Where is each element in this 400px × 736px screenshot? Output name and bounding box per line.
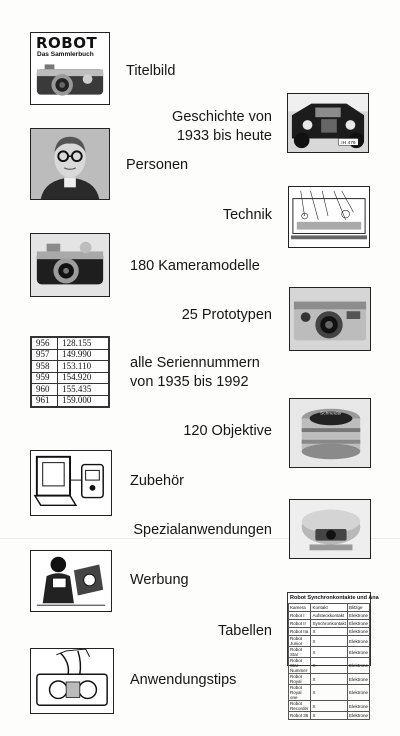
- serial-table-thumbnail: [30, 336, 110, 408]
- table-row: [32, 372, 109, 384]
- table-cell: 958: [32, 361, 58, 373]
- table-row: [289, 636, 370, 647]
- item-label-tabellen: Tabellen: [217, 623, 272, 639]
- table-cell: Robot Royal one: [289, 685, 311, 701]
- table-cell: 153.110: [58, 361, 109, 373]
- table-row: [289, 620, 370, 628]
- table-cell: Synchronkontakt: [312, 621, 346, 626]
- table-cell: 957: [32, 349, 58, 361]
- anwendungstips-thumbnail: [30, 648, 114, 714]
- item-label-werbung: Werbung: [130, 572, 189, 588]
- item-label-prototypen: 25 Prototypen: [181, 307, 272, 323]
- table-header: Kontakt: [311, 604, 348, 612]
- item-label-objektive: 120 Objektive: [183, 423, 272, 439]
- table-cell: Elektrone: [347, 647, 369, 658]
- table-cell: Elektrone: [347, 658, 369, 674]
- item-label-geschichte: [172, 108, 272, 146]
- table-cell: X: [311, 647, 348, 658]
- table-row: [289, 685, 370, 701]
- table-row: [32, 349, 109, 361]
- table-cell: Robot I: [289, 612, 311, 620]
- table-row: [289, 612, 370, 620]
- item-label-seriennummern: [130, 354, 260, 392]
- portrait-image: [31, 129, 109, 199]
- table-row: [32, 361, 109, 373]
- table-cell: 956: [32, 338, 58, 350]
- table-cell: Elektrone: [347, 636, 369, 647]
- geschichte-thumbnail: [287, 93, 369, 153]
- table-cell: Robot Star: [289, 647, 311, 658]
- advertising-drawing-image: [31, 551, 111, 611]
- tabellen-title: Robot Synchronkontakte und Ana: [290, 595, 379, 601]
- label-line-1: Geschichte von: [172, 109, 272, 125]
- table-cell: Robot IIa: [289, 628, 311, 636]
- table-cell: 960: [32, 384, 58, 396]
- table-cell: Elektrone: [347, 701, 369, 712]
- special-camera-image: [290, 500, 370, 558]
- cover-subtitle: Das Sammlerbuch: [37, 51, 94, 58]
- table-cell: 154.920: [58, 372, 109, 384]
- table-cell: X: [311, 701, 348, 712]
- table-header: Kamera: [289, 604, 311, 612]
- lens-engraving: Schneider: [320, 411, 342, 417]
- tabellen-thumbnail: [287, 592, 379, 718]
- table-cell: Elektrone: [347, 674, 369, 685]
- table-cell: Elektrone: [348, 613, 368, 618]
- personen-thumbnail: [30, 128, 110, 200]
- titelbild-thumbnail: [30, 32, 110, 105]
- table-cell: Elektrone: [348, 713, 368, 718]
- camera-image: [31, 59, 109, 103]
- usage-tips-drawing-image: [31, 649, 113, 713]
- technical-drawing-image: [289, 187, 369, 247]
- table-row: [289, 712, 370, 720]
- serial-table: [31, 337, 109, 407]
- zubehoer-thumbnail: [30, 450, 112, 516]
- table-cell: Robot Star Nummer: [289, 658, 311, 674]
- table-row: [289, 701, 370, 712]
- item-label-titelbild: Titelbild: [126, 63, 176, 79]
- item-label-personen: Personen: [126, 157, 189, 173]
- item-label-anwendungstips: Anwendungstips: [130, 672, 237, 688]
- item-label-technik: Technik: [222, 207, 272, 223]
- table-cell: X: [311, 712, 348, 720]
- label-line-2: 1933 bis heute: [176, 128, 272, 144]
- table-cell: X: [311, 685, 348, 701]
- table-cell: Robot 36: [289, 712, 311, 720]
- prototypen-thumbnail: [289, 287, 371, 351]
- table-cell: 959: [32, 372, 58, 384]
- werbung-thumbnail: [30, 550, 112, 612]
- lens-image: [290, 399, 370, 467]
- objektive-thumbnail: [289, 398, 371, 468]
- label-line-1: alle Seriennummern: [130, 355, 260, 371]
- table-cell: Robot Royal: [289, 674, 311, 685]
- camera-image: [31, 234, 109, 296]
- table-row: [32, 384, 109, 396]
- table-cell: X: [311, 658, 348, 674]
- table-row: [289, 658, 370, 674]
- table-cell: Robot II: [289, 620, 311, 628]
- license-plate: IH 476: [341, 140, 356, 146]
- table-cell: 155.435: [58, 384, 109, 396]
- table-cell: 149.990: [58, 349, 109, 361]
- camera-image: [290, 288, 370, 350]
- table-header-row: [289, 604, 370, 612]
- item-label-zubehoer: Zubehör: [130, 473, 185, 489]
- technik-thumbnail: [288, 186, 370, 248]
- table-cell: Aufsteckkontakt: [311, 612, 348, 620]
- item-label-spezialanwendungen: Spezialanwendungen: [133, 522, 272, 538]
- table-cell: X: [311, 674, 348, 685]
- spezialanwendungen-thumbnail: [289, 499, 371, 559]
- accessory-drawing-image: [31, 451, 111, 515]
- table-row: [289, 647, 370, 658]
- table-cell: 961: [32, 395, 58, 407]
- table-row: [32, 338, 109, 350]
- table-row: [289, 628, 370, 636]
- table-cell: Elektrone: [347, 685, 369, 701]
- table-cell: Elektrone: [348, 621, 368, 626]
- table-cell: 128.155: [58, 338, 109, 350]
- table-cell: X: [311, 628, 348, 636]
- table-cell: 159.000: [58, 395, 109, 407]
- label-line-2: von 1935 bis 1992: [130, 374, 249, 390]
- table-row: [289, 674, 370, 685]
- table-cell: Robot Recorder: [289, 701, 311, 712]
- table-cell: Elektrone: [348, 629, 368, 634]
- table-row: [32, 395, 109, 407]
- kameramodelle-thumbnail: [30, 233, 110, 297]
- item-label-kameramodelle: 180 Kameramodelle: [130, 258, 260, 274]
- table-cell: X: [311, 636, 348, 647]
- robot-logo: ROBOT: [36, 34, 98, 52]
- vintage-car-image: [288, 94, 368, 152]
- table-header: Blitzge: [347, 604, 369, 612]
- tabellen-table: [288, 603, 370, 720]
- table-cell: Robot Junior: [289, 636, 311, 647]
